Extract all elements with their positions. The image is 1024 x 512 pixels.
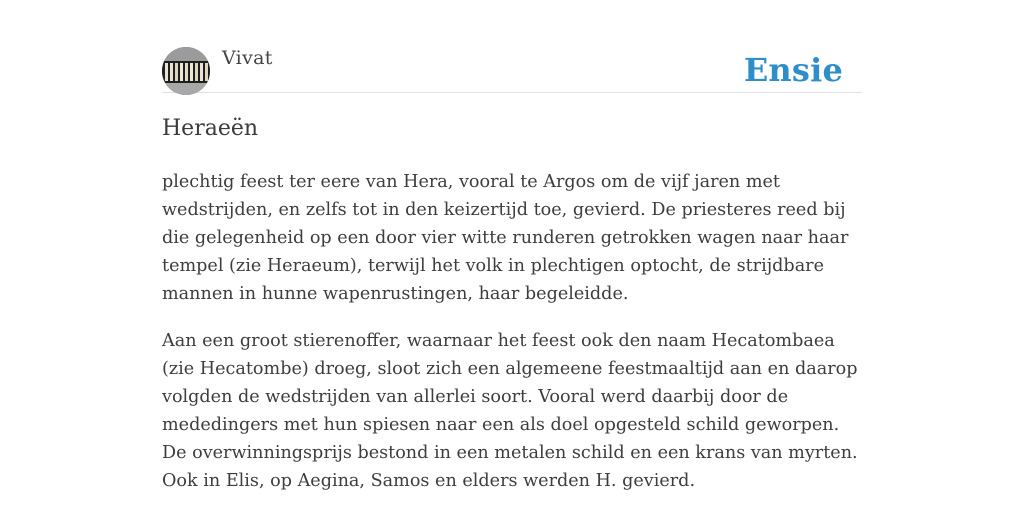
header [162,46,862,93]
book-spines-icon [162,47,210,95]
paragraph-1: plechtig feest ter eere van Hera, vooral te Argos om de vijf jaren met wedstrijden, en zelfs tot in den keizertijd toe, gevierd. De priesteres reed bij die gelegenheid op een door vier witte runderen getrokken wagen naar haar tempel (zie Heraeum), terwijl het volk in plechtigen optocht, de strijdbare mannen in hunne wapenrustingen, haar begeleidde. [162,172,849,304]
brand-logo[interactable]: Ensie [743,51,843,89]
entry-body [162,168,862,512]
author-name[interactable]: Vivat [222,47,273,69]
entry-title: Heraeën [162,116,259,141]
paragraph-2: Aan een groot stierenoffer, waarnaar het feest ook den naam Hecatombaea (zie Hecatombe) droeg, sloot zich een algemeene feestmaaltijd aan en daarop volgden de wedstrijden van allerlei soort. Vooral werd daarbij door de mededingers met hun spiesen naar een als doel opgesteld schild geworpen. De overwinningsprijs bestond in een metalen schild en een krans van myrten. Ook in Elis, op Aegina, Samos en elders werden H. gevierd. [162,331,858,491]
avatar[interactable] [162,47,210,95]
